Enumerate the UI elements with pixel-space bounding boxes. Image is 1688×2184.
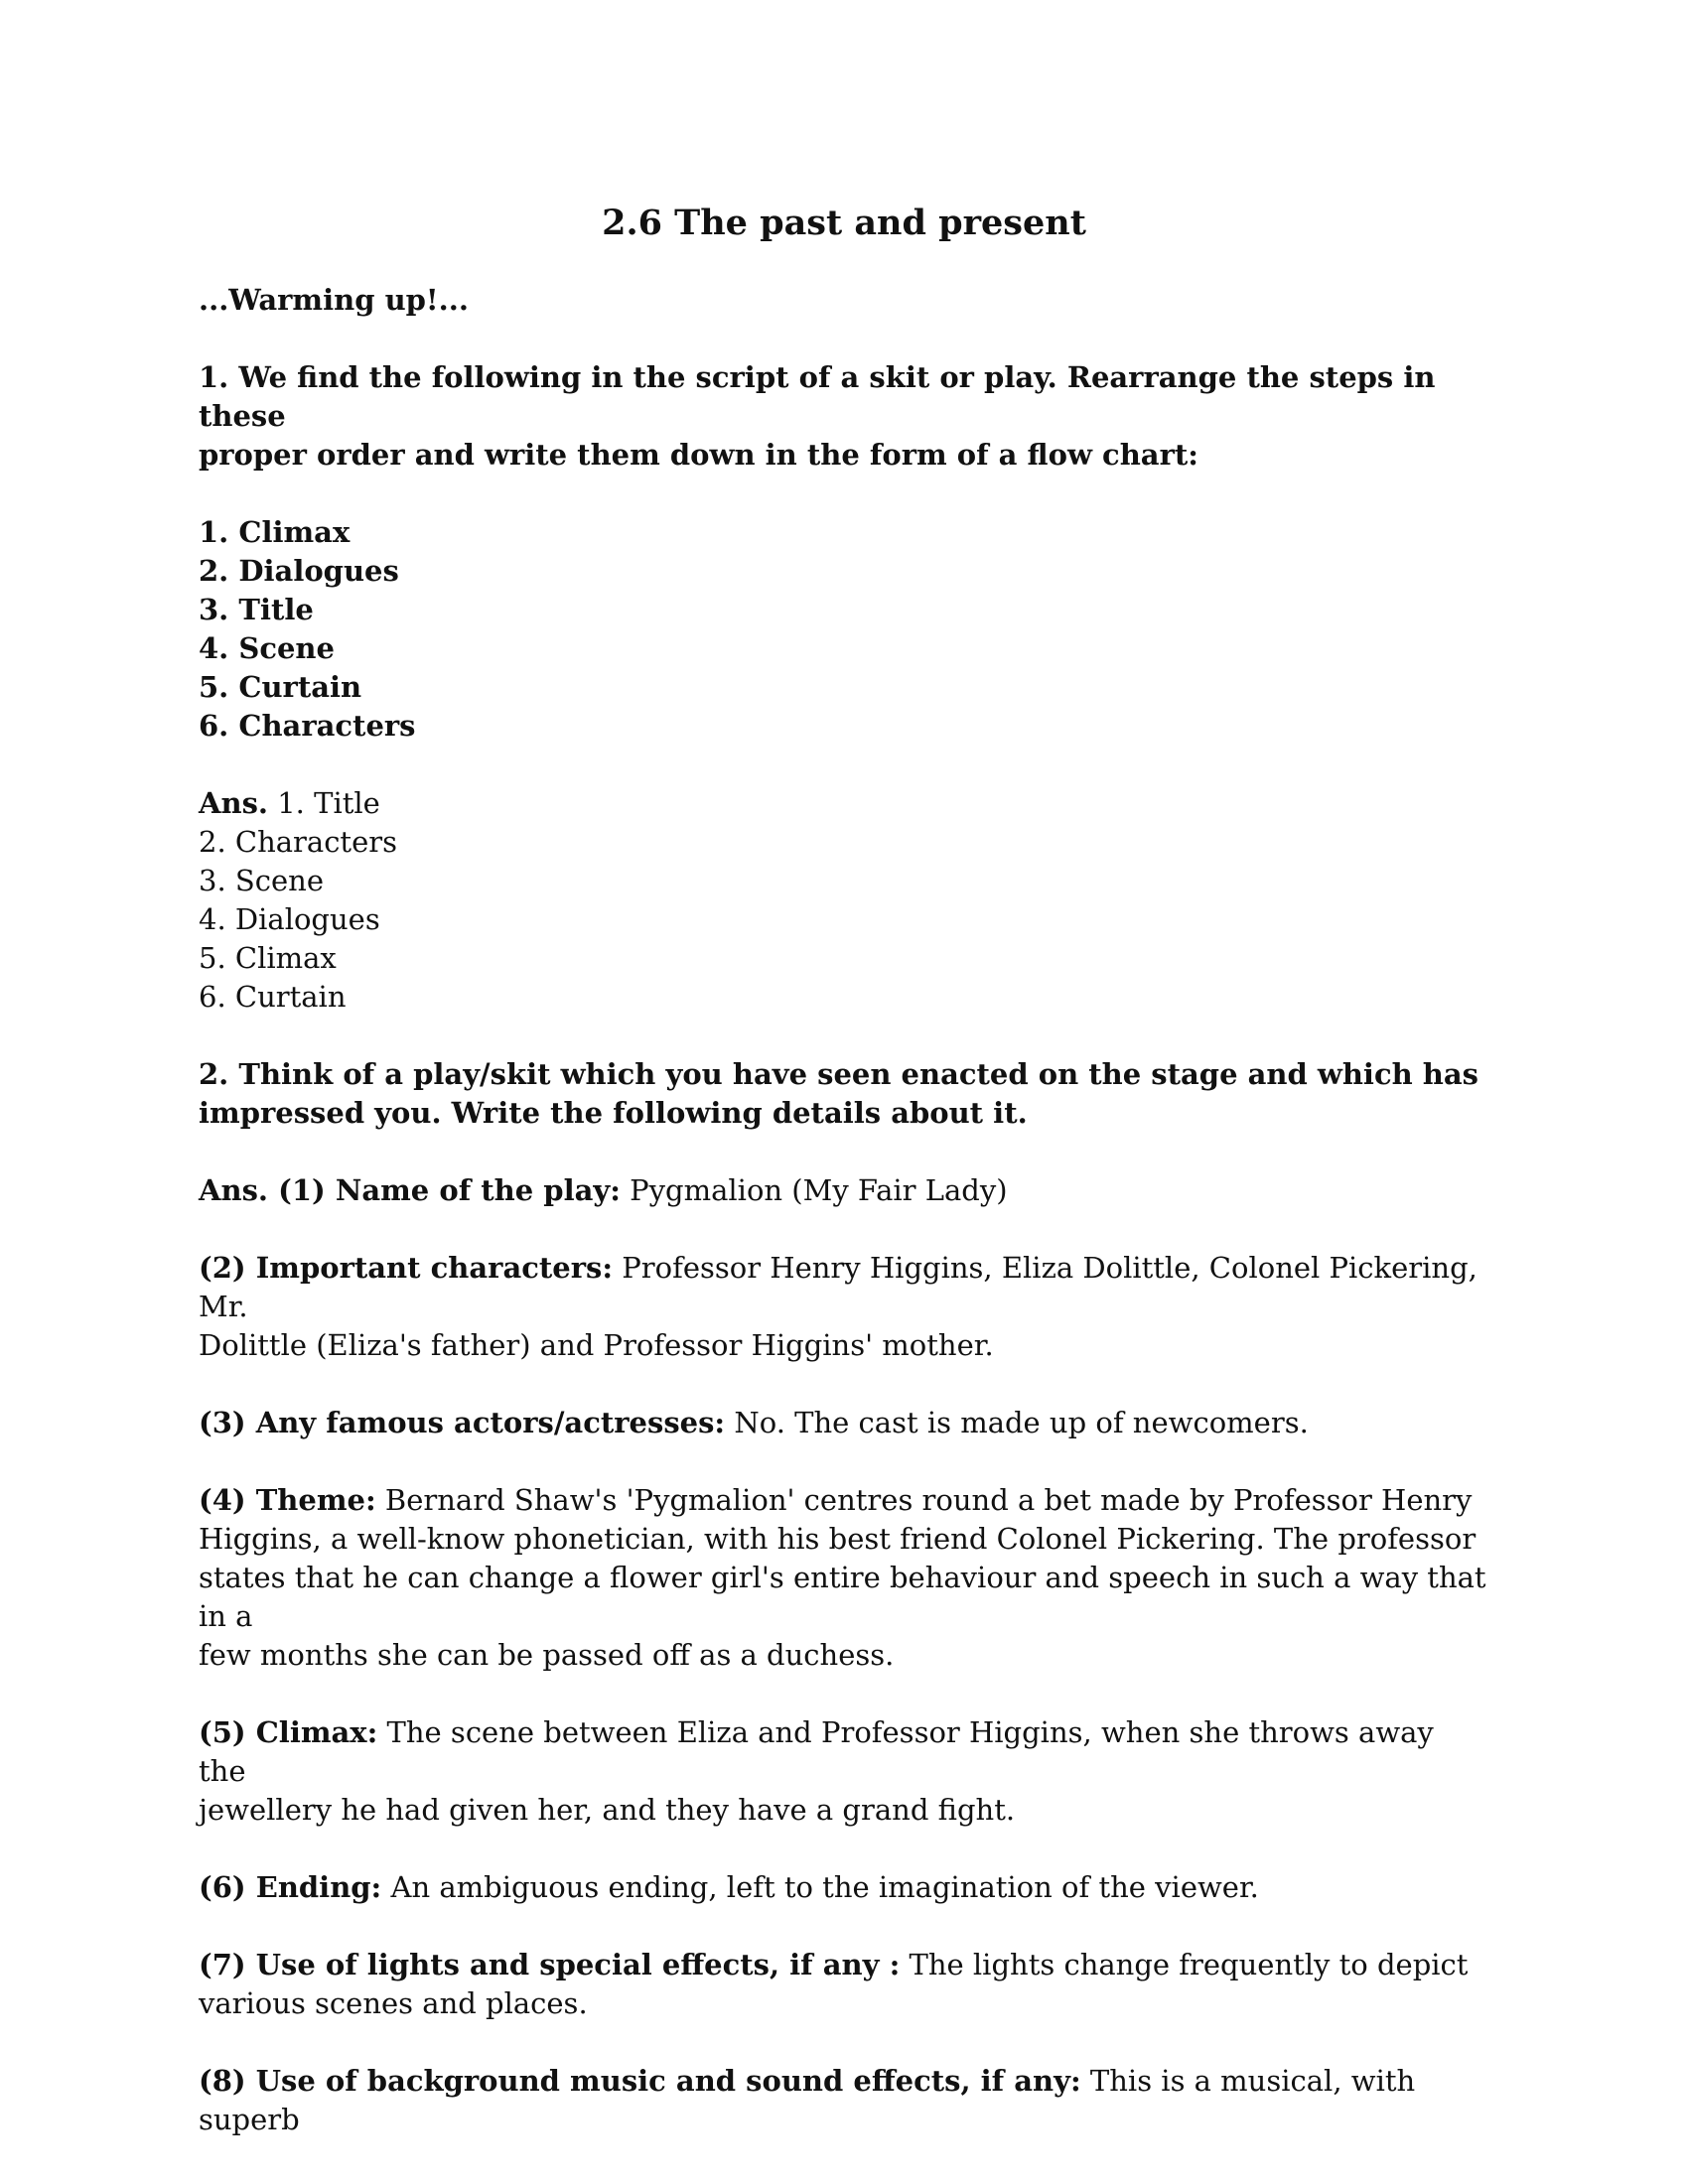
answer-theme-line-4: few months she can be passed off as a duchess. xyxy=(199,1638,895,1672)
answer-climax-line-1 xyxy=(199,1713,1489,1791)
page-title: 2.6 The past and present xyxy=(602,203,1086,243)
answer-label: Ans. xyxy=(199,786,269,820)
answer-theme-line-2: Higgins, a well-know phonetician, with his best friend Colonel Pickering. The professor xyxy=(199,1522,1477,1556)
q1-answer: 4. Dialogues xyxy=(199,902,380,936)
answer-music xyxy=(199,2062,1489,2139)
answer-text: Professor Henry Higgins, Eliza Dolittle, Colonel Pickering, Mr. xyxy=(199,1251,1477,1323)
answer-label: Ans. (1) Name of the play: xyxy=(199,1173,621,1207)
answer-climax-line-2: jewellery he had given her, and they have a grand fight. xyxy=(199,1793,1016,1827)
q1-answer: 2. Characters xyxy=(199,825,397,859)
answer-actors xyxy=(199,1404,1489,1442)
answer-label: (6) Ending: xyxy=(199,1870,382,1904)
q1-item: 6. Characters xyxy=(199,709,416,743)
answer-text: Pygmalion (My Fair Lady) xyxy=(630,1173,1008,1207)
answer-lights-line-1 xyxy=(199,1946,1489,1984)
answer-label: (2) Important characters: xyxy=(199,1251,614,1285)
q1-answer: 6. Curtain xyxy=(199,980,347,1014)
answer-theme-line-3: states that he can change a flower girl's entire behaviour and speech in such a way that in a xyxy=(199,1561,1486,1633)
q1-question-line-1: 1. We find the following in the script of a skit or play. Rearrange the steps in these xyxy=(199,360,1436,433)
warming-up-heading: ...Warming up!... xyxy=(199,283,469,317)
answer-text: The scene between Eliza and Professor Higgins, when she throws away the xyxy=(199,1715,1434,1788)
q1-item: 5. Curtain xyxy=(199,670,362,704)
q1-item: 2. Dialogues xyxy=(199,554,399,588)
page-content xyxy=(199,281,1489,2139)
q2-question-line-2: impressed you. Write the following details about it. xyxy=(199,1096,1028,1130)
answer-characters-line-1 xyxy=(199,1249,1489,1326)
answer-label: (7) Use of lights and special effects, if any : xyxy=(199,1948,901,1981)
answer-text: Bernard Shaw's 'Pygmalion' centres round a bet made by Professor Henry xyxy=(384,1483,1473,1517)
answer-name-of-play xyxy=(199,1171,1489,1210)
answer-ending xyxy=(199,1868,1489,1907)
answer-text: An ambiguous ending, left to the imagination of the viewer. xyxy=(390,1870,1259,1904)
answer-theme-line-1 xyxy=(199,1481,1489,1520)
q1-answer-first-line xyxy=(199,784,1489,823)
q1-answer: 3. Scene xyxy=(199,864,324,897)
q1-question-line-2: proper order and write them down in the form of a flow chart: xyxy=(199,438,1198,472)
answer-label: (3) Any famous actors/actresses: xyxy=(199,1406,726,1439)
q1-item: 1. Climax xyxy=(199,515,351,549)
answer-text: This is a musical, with superb xyxy=(199,2064,1416,2136)
answer-text: The lights change frequently to depict xyxy=(909,1948,1469,1981)
answer-label: (5) Climax: xyxy=(199,1715,378,1749)
q1-answer: 1. Title xyxy=(277,786,380,820)
q1-item: 3. Title xyxy=(199,593,314,626)
answer-label: (8) Use of background music and sound effects, if any: xyxy=(199,2064,1081,2098)
q2-question-line-1: 2. Think of a play/skit which you have seen enacted on the stage and which has xyxy=(199,1057,1478,1091)
answer-text: No. The cast is made up of newcomers. xyxy=(734,1406,1309,1439)
q1-item: 4. Scene xyxy=(199,631,335,665)
answer-characters-line-2: Dolittle (Eliza's father) and Professor Higgins' mother. xyxy=(199,1328,994,1362)
q1-answer: 5. Climax xyxy=(199,941,337,975)
answer-label: (4) Theme: xyxy=(199,1483,376,1517)
answer-lights-line-2: various scenes and places. xyxy=(199,1986,588,2020)
